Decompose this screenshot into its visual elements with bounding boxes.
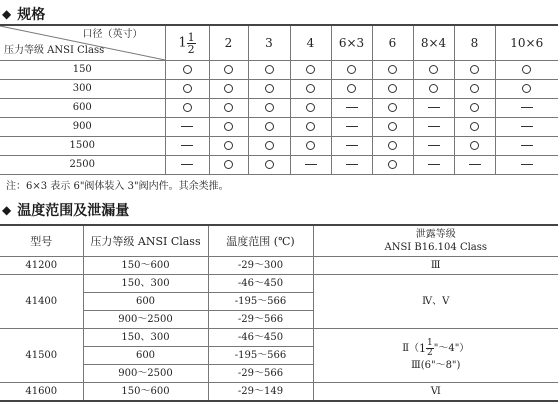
availability-cell bbox=[165, 137, 209, 156]
availability-cell bbox=[248, 99, 290, 118]
not-available-dash-icon bbox=[346, 126, 358, 127]
not-available-dash-icon bbox=[428, 107, 440, 108]
availability-cell bbox=[372, 118, 413, 137]
spec-table-body bbox=[0, 61, 558, 175]
availability-cell bbox=[372, 156, 413, 175]
availability-cell bbox=[290, 137, 331, 156]
leakage-class-iii: Ⅲ(6"～8") bbox=[411, 359, 461, 371]
availability-cell bbox=[495, 61, 558, 80]
not-available-dash-icon bbox=[346, 107, 358, 108]
available-circle-icon bbox=[183, 65, 192, 74]
availability-cell bbox=[209, 99, 248, 118]
leakage-class-ii: Ⅱ（1 $\frac{1}{2}$ "～4"） bbox=[402, 337, 470, 358]
not-available-dash-icon bbox=[346, 145, 358, 146]
table-row bbox=[0, 137, 558, 156]
availability-cell bbox=[372, 80, 413, 99]
temperature-range-header: 温度范围 (℃) bbox=[208, 225, 313, 257]
not-available-dash-icon bbox=[346, 164, 358, 165]
availability-cell bbox=[331, 80, 372, 99]
available-circle-icon bbox=[388, 122, 397, 131]
available-circle-icon bbox=[470, 84, 479, 93]
available-circle-icon bbox=[306, 65, 315, 74]
leakage-cell: Ⅳ、Ⅴ bbox=[313, 275, 558, 329]
availability-cell bbox=[209, 156, 248, 175]
not-available-dash-icon bbox=[305, 164, 317, 165]
not-available-dash-icon bbox=[181, 145, 193, 146]
size-fraction: $\frac{1}{2}$ bbox=[427, 337, 433, 358]
pressure-cell: 150、300 bbox=[83, 275, 208, 293]
spec-table bbox=[0, 24, 558, 175]
leakage-cell: Ⅲ bbox=[313, 257, 558, 275]
spec-note: 注：6×3 表示 6"阀体装入 3"阀内件。其余类推。 bbox=[6, 181, 229, 192]
availability-cell bbox=[209, 61, 248, 80]
availability-cell bbox=[209, 80, 248, 99]
table-row bbox=[0, 257, 558, 275]
available-circle-icon bbox=[429, 84, 438, 93]
available-circle-icon bbox=[224, 65, 233, 74]
available-circle-icon bbox=[306, 103, 315, 112]
pressure-cell: 900～2500 bbox=[83, 365, 208, 383]
size-axis-label: 口径（英寸） bbox=[82, 29, 143, 40]
pressure-cell: 600 bbox=[83, 293, 208, 311]
temperature-cell: -29～566 bbox=[208, 365, 313, 383]
pressure-class-header: 压力等级 ANSI Class bbox=[83, 225, 208, 257]
availability-cell bbox=[372, 99, 413, 118]
temperature-cell: -46～450 bbox=[208, 275, 313, 293]
availability-cell bbox=[331, 99, 372, 118]
available-circle-icon bbox=[265, 160, 274, 169]
leakage-cell bbox=[313, 329, 558, 383]
availability-cell bbox=[372, 61, 413, 80]
pressure-cell: 600 bbox=[83, 347, 208, 365]
available-circle-icon bbox=[224, 84, 233, 93]
spec-header-row bbox=[0, 25, 558, 61]
available-circle-icon bbox=[388, 65, 397, 74]
temperature-cell: -29～566 bbox=[208, 311, 313, 329]
not-available-dash-icon bbox=[181, 164, 193, 165]
availability-cell bbox=[454, 137, 495, 156]
availability-cell bbox=[413, 80, 454, 99]
available-circle-icon bbox=[265, 141, 274, 150]
availability-cell bbox=[454, 61, 495, 80]
availability-cell bbox=[413, 137, 454, 156]
available-circle-icon bbox=[265, 103, 274, 112]
temperature-table bbox=[0, 224, 558, 402]
size-fraction: $\frac{1}{2}$ bbox=[187, 30, 195, 56]
availability-cell bbox=[248, 80, 290, 99]
availability-cell bbox=[454, 156, 495, 175]
leakage-cell: Ⅵ bbox=[313, 383, 558, 402]
availability-cell bbox=[495, 156, 558, 175]
temperature-cell: -29～149 bbox=[208, 383, 313, 402]
spec-corner-cell bbox=[0, 25, 165, 61]
size-header: 3 bbox=[248, 25, 290, 61]
availability-cell bbox=[495, 118, 558, 137]
availability-cell bbox=[331, 156, 372, 175]
availability-cell bbox=[454, 80, 495, 99]
size-header: 10×6 bbox=[495, 25, 558, 61]
available-circle-icon bbox=[306, 122, 315, 131]
temp-header-row bbox=[0, 225, 558, 257]
temperature-cell: -29～300 bbox=[208, 257, 313, 275]
not-available-dash-icon bbox=[428, 126, 440, 127]
availability-cell bbox=[331, 137, 372, 156]
leakage-class-header: 泄露等级 ANSI B16.104 Class bbox=[313, 225, 558, 257]
availability-cell bbox=[290, 61, 331, 80]
availability-cell bbox=[248, 137, 290, 156]
pressure-cell: 150～600 bbox=[83, 383, 208, 402]
available-circle-icon bbox=[183, 84, 192, 93]
not-available-dash-icon bbox=[428, 145, 440, 146]
availability-cell bbox=[331, 61, 372, 80]
available-circle-icon bbox=[470, 122, 479, 131]
not-available-dash-icon bbox=[181, 126, 193, 127]
availability-cell bbox=[495, 99, 558, 118]
available-circle-icon bbox=[347, 65, 356, 74]
model-cell: 41400 bbox=[0, 275, 83, 329]
pressure-cell: 900～2500 bbox=[83, 311, 208, 329]
diamond-bullet-icon: ◆ bbox=[2, 7, 12, 21]
availability-cell bbox=[290, 156, 331, 175]
availability-cell bbox=[165, 61, 209, 80]
availability-cell bbox=[413, 118, 454, 137]
not-available-dash-icon bbox=[428, 164, 440, 165]
available-circle-icon bbox=[470, 65, 479, 74]
availability-cell bbox=[413, 61, 454, 80]
temperature-cell: -46～450 bbox=[208, 329, 313, 347]
availability-cell bbox=[165, 118, 209, 137]
available-circle-icon bbox=[388, 103, 397, 112]
size-header: 4 bbox=[290, 25, 331, 61]
pressure-class-cell: 300 bbox=[0, 80, 165, 99]
available-circle-icon bbox=[265, 65, 274, 74]
pressure-class-cell: 150 bbox=[0, 61, 165, 80]
availability-cell bbox=[290, 99, 331, 118]
availability-cell bbox=[209, 137, 248, 156]
not-available-dash-icon bbox=[521, 126, 533, 127]
availability-cell bbox=[209, 118, 248, 137]
table-row bbox=[0, 80, 558, 99]
table-row bbox=[0, 329, 558, 347]
availability-cell bbox=[413, 156, 454, 175]
not-available-dash-icon bbox=[521, 145, 533, 146]
availability-cell bbox=[331, 118, 372, 137]
table-row bbox=[0, 156, 558, 175]
available-circle-icon bbox=[224, 122, 233, 131]
available-circle-icon bbox=[388, 84, 397, 93]
available-circle-icon bbox=[429, 65, 438, 74]
temperature-cell: -195～566 bbox=[208, 347, 313, 365]
available-circle-icon bbox=[265, 84, 274, 93]
available-circle-icon bbox=[470, 141, 479, 150]
available-circle-icon bbox=[265, 122, 274, 131]
pressure-cell: 150、300 bbox=[83, 329, 208, 347]
table-row bbox=[0, 383, 558, 402]
model-cell: 41600 bbox=[0, 383, 83, 402]
model-header: 型号 bbox=[0, 225, 83, 257]
availability-cell bbox=[248, 118, 290, 137]
availability-cell bbox=[372, 137, 413, 156]
available-circle-icon bbox=[522, 84, 531, 93]
availability-cell bbox=[454, 99, 495, 118]
available-circle-icon bbox=[224, 103, 233, 112]
availability-cell bbox=[165, 99, 209, 118]
availability-cell bbox=[165, 156, 209, 175]
availability-cell bbox=[290, 80, 331, 99]
available-circle-icon bbox=[388, 141, 397, 150]
size-header: 6 bbox=[372, 25, 413, 61]
table-row bbox=[0, 99, 558, 118]
table-row bbox=[0, 118, 558, 137]
spec-section-title: ◆ 规格 bbox=[2, 7, 46, 23]
not-available-dash-icon bbox=[521, 164, 533, 165]
size-header-1-1-2: 1 $\frac{1}{2}$ bbox=[165, 25, 209, 61]
available-circle-icon bbox=[522, 65, 531, 74]
available-circle-icon bbox=[470, 103, 479, 112]
pressure-axis-label: 压力等级 ANSI Class bbox=[4, 45, 105, 56]
available-circle-icon bbox=[183, 103, 192, 112]
pressure-class-cell: 2500 bbox=[0, 156, 165, 175]
availability-cell bbox=[495, 137, 558, 156]
diamond-bullet-icon: ◆ bbox=[2, 203, 12, 217]
availability-cell bbox=[165, 80, 209, 99]
availability-cell bbox=[413, 99, 454, 118]
availability-cell bbox=[454, 118, 495, 137]
table-row bbox=[0, 275, 558, 293]
table-row bbox=[0, 61, 558, 80]
available-circle-icon bbox=[224, 141, 233, 150]
available-circle-icon bbox=[388, 160, 397, 169]
availability-cell bbox=[248, 156, 290, 175]
availability-cell bbox=[248, 61, 290, 80]
available-circle-icon bbox=[306, 141, 315, 150]
not-available-dash-icon bbox=[521, 107, 533, 108]
pressure-class-cell: 600 bbox=[0, 99, 165, 118]
model-cell: 41500 bbox=[0, 329, 83, 383]
available-circle-icon bbox=[306, 84, 315, 93]
model-cell: 41200 bbox=[0, 257, 83, 275]
pressure-class-cell: 900 bbox=[0, 118, 165, 137]
not-available-dash-icon bbox=[469, 164, 481, 165]
pressure-class-cell: 1500 bbox=[0, 137, 165, 156]
availability-cell bbox=[290, 118, 331, 137]
available-circle-icon bbox=[224, 160, 233, 169]
available-circle-icon bbox=[347, 84, 356, 93]
temp-section-title: ◆ 温度范围及泄漏量 bbox=[2, 203, 130, 219]
availability-cell bbox=[495, 80, 558, 99]
size-header: 8×4 bbox=[413, 25, 454, 61]
size-header: 8 bbox=[454, 25, 495, 61]
size-header: 2 bbox=[209, 25, 248, 61]
pressure-cell: 150～600 bbox=[83, 257, 208, 275]
size-header: 6×3 bbox=[331, 25, 372, 61]
temperature-cell: -195～566 bbox=[208, 293, 313, 311]
